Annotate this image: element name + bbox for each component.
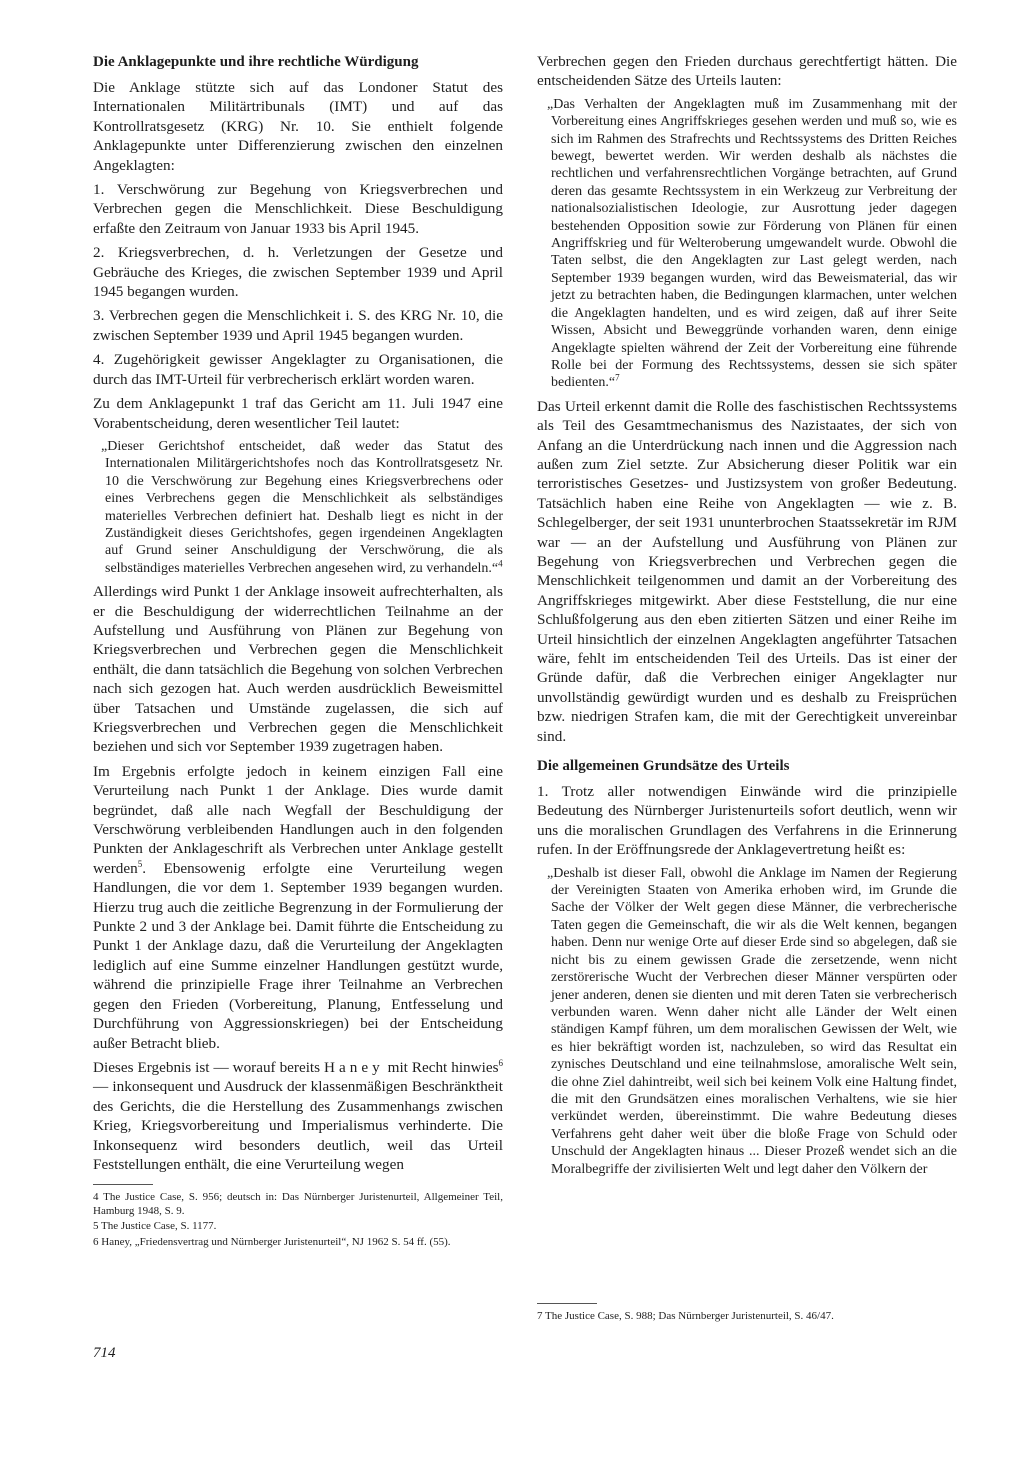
- quote-opening-speech: „Deshalb ist dieser Fall, obwohl die Anklage im Namen der Regierung der Vereinigten Staaten von Amerika erhoben wird, im Grunde die Sache der Völker der Welt gegen diese Männer, die verbrecherische Taten gegen die Gemeinschaft, die wir als die Welt kennen, begangen haben. Denn nur wenige Orte auf dieser Erde sind so abgelegen, daß sie nicht bis zu einem gewissen Grade die zersetzende, wenn nicht zerstörerische Wucht der Verbrechen dieser Männer verspürten oder jener anderen, denen sie dienten und mit deren Taten sie verbrecherisch verbunden waren. Wenn daher nicht alle Länder der Welt einen ständigen Kampf führen, um dem moralischen Gewissen der Welt, wie es hier bekräftigt worden ist, nachzuleben, so wird das Resultat ein zynisches Deutschland und eine teilnahmslose, amoralische Welt sein, die ohne Ziel dahintreibt, weil sich bei keinem Volk eine Haltung findet, die mit den Grundsätzen eines moralischen Verhaltens, wie sie hier verkündet werden, übereinstimmt. Die wahre Bedeutung dieses Verfahrens geht daher weit über die bloße Frage von Schuld oder Unschuld der Angeklagten hinaus ... Dieser Prozeß wendet sich an die Moralbegriffe der zivilisierten Welt und legt daher den Völkern der: [547, 865, 957, 1177]
- list-item-1: 1. Verschwörung zur Begehung von Kriegsverbrechen und Verbrechen gegen die Menschlichkeit. Diese Beschuldigung erfaßte den Zeitraum von Januar 1933 bis April 1945.: [93, 181, 503, 237]
- list-item-2: 2. Kriegsverbrechen, d. h. Verletzungen der Gesetze und Gebräuche des Krieges, die zwischen September 1939 und April 1945 begangen wurden.: [93, 244, 503, 301]
- text-part: mit Recht hinwies: [383, 1058, 499, 1076]
- page-number: 714: [93, 1345, 116, 1361]
- quote-judgment: [537, 96, 957, 392]
- text-part: . Ebensowenig erfolgte eine Verurteilung wegen Handlungen, die vor dem 1. September 1939 begangen wurden. Hierzu trug auch die zeitliche Begrenzung in der Formulierung der Punkte 2 und 3 der Anklage bei. Damit führte die Entscheidung zu Punkt 1 der Anklage dazu, daß die Verurteilung der Angeklagten lediglich auf eine Summe einzelner Handlungen gestützt wurde, während die prinzipielle Frage ihrer Teilnahme an Verbrechen gegen den Frieden (Vorbereitung, Planung, Entfesselung und Durchführung von Aggressionskriegen) bei der Entscheidung außer Betracht blieb.: [93, 859, 503, 1052]
- author-name: Haney: [324, 1058, 384, 1076]
- footnote-6: 6 Haney, „Friedensvertrag und Nürnberger Juristenurteil“, NJ 1962 S. 54 ff. (55).: [93, 1235, 451, 1248]
- section-heading: Die Anklagepunkte und ihre rechtliche Würdigung: [93, 54, 419, 70]
- right-footnotes: [537, 1293, 957, 1326]
- right-column: [537, 52, 957, 1183]
- list-item-4: 4. Zugehörigkeit gewisser Angeklagter zu Organisationen, die durch das IMT-Urteil für verbrecherisch erklärt worden waren.: [93, 351, 503, 388]
- quote-text: „Das Verhalten der Angeklagten muß im Zusammenhang mit der Vorbereitung eines Angriffskrieges gesehen werden und muß so, wie es sich im Rahmen des Strafrechts und Rechtssystems des Dritten Reiches bewegt, bewertet werden. Wir werden deshalb als nächstes die rechtlichen und verfahrensrechtlichen Vorgänge betrachten, auf Grund deren das gesamte Rechtssystem in ein Werkzeug zur Verbreitung der nationalsozialistischen Ideologie, zur Ausrottung jeder dagegen bestehenden Opposition sowie zur Förderung von Plänen für einen Angriffskrieg und für Welteroberung umgewandelt wurde. Obwohl die Taten selbst, die den Angeklagten zur Last gelegt werden, nach September 1939 begangen wurden, wird das Beweismaterial, das wir jetzt zu betrachten haben, die Bedingungen klarmachen, unter welchen die Angeklagten handelten, und es wird zeigen, daß auf ihrer Seite Wissen, Absicht und Beweggründe vorhanden waren, denn einige Angeklagte spielten während der Zeit der Vorbereitung eine führende Rolle bei der Formung des Rechtssystems, dessen sie sich später bedienten.“: [547, 96, 957, 391]
- footnote-ref: 7: [615, 372, 620, 383]
- footnote-divider: [93, 1184, 153, 1185]
- footnote-ref: 4: [498, 558, 503, 569]
- paragraph-role: Das Urteil erkennt damit die Rolle des faschistischen Rechtssystems als Teil des Gesamtmechanismus des Nazistaates, der sich von Anfang an die Unterdrückung nach innen und die Aggression nach außen zum Ziel setzte. Zur Absicherung dieser Politik war ein terroristisches Gesetzes- und Justizsystem von großer Bedeutung. Tatsächlich haben eine Reihe von Angeklagten — wie z. B. Schlegelberger, der seit 1931 ununterbrochen Staatssekretär im RJM war — an der Aufstellung und Ausführung von Plänen zur Begehung von Kriegsverbrechen und Verbrechen gegen die Menschlichkeit teilgenommen und damit an der Vorbereitung des Angriffskrieges mitgewirkt. Aber diese Feststellung, die nur eine Schlußfolgerung aus den eben zitierten Sätzen und einer Reihe im Urteil hinsichtlich der einzelnen Angeklagten angeführter Tatsachen wäre, fehlt im entscheidenden Teil des Urteils. Das ist einer der Gründe dafür, daß die Verbrechen einiger Angeklagter nur unvollständig gewürdigt wurden und es deshalb zu Freisprüchen bzw. niedrigen Strafen kam, die mit der Gerechtigkeit unvereinbar sind.: [537, 397, 957, 745]
- quote-decision: [93, 438, 503, 577]
- paragraph-intro: Die Anklage stützte sich auf das Londoner Statut des Internationalen Militärtribunals (IMT) und auf das Kontrollratsgesetz (KRG) Nr. 10. Sie enthielt folgende Anklagepunkte unter Differenzierung zwischen den einzelnen Angeklagten:: [93, 79, 503, 174]
- footnote-ref: 5: [137, 858, 143, 869]
- text-part: — inkonsequent und Ausdruck der klassenmäßigen Beschränktheit des Gerichts, die die Herstellung des Zusammenhangs zwischen Krieg, Kriegsvorbereitung und Imperialismus verhinderte. Die Inkonsequenz wird besonders deutlich, weil das Urteil Feststellungen enthält, die eine Verurteilung wegen: [93, 1078, 503, 1173]
- paragraph-principles: 1. Trotz aller notwendigen Einwände wird die prinzipielle Bedeutung des Nürnberger Juristenurteils sofort deutlich, wenn wir uns die moralischen Grundlagen des Verfahrens in die Erinnerung rufen. In der Eröffnungsrede der Anklagevertretung heißt es:: [537, 783, 957, 859]
- paragraph-decision: Zu dem Anklagepunkt 1 traf das Gericht am 11. Juli 1947 eine Vorabentscheidung, deren wesentlicher Teil lautet:: [93, 395, 503, 432]
- text-part: Im Ergebnis erfolgte jedoch in keinem einzigen Fall eine Verurteilung nach Punkt 1 der Anklage. Dies wurde damit begründet, daß alle nach Wegfall der Beschuldigung der Verschwörung verbleibenden Handlungen auch in den folgenden Punkten der Anklageschrift als Verbrechen unter Anklage gestellt werden: [93, 762, 503, 877]
- list-item-3: 3. Verbrechen gegen die Menschlichkeit i. S. des KRG Nr. 10, die zwischen September 1939 und April 1945 begangen wurden.: [93, 307, 503, 344]
- left-column: [93, 52, 503, 1251]
- footnote-ref: 6: [498, 1057, 503, 1068]
- footnote-divider: [537, 1303, 597, 1304]
- section-heading-principles: Die allgemeinen Grundsätze des Urteils: [537, 758, 790, 775]
- paragraph-charge-maintained: Allerdings wird Punkt 1 der Anklage insoweit aufrechterhalten, als er die Beschuldigung der widerrechtlichen Teilnahme an der Aufstellung und Ausführung von Plänen zur Begehung von Kriegsverbrechen und Verbrechen gegen die Menschlichkeit enthält, die dann tatsächlich die Begehung von solchen Verbrechen nach sich gezogen hat. Auch werden ausdrücklich Beweismittel über Tatsachen und Umstände zugelassen, die sich auf Kriegsverbrechen und Verbrechen gegen die Menschlichkeit beziehen und sich vor September 1939 zugetragen haben.: [93, 583, 503, 756]
- quote-text: „Dieser Gerichtshof entscheidet, daß weder das Statut des Internationalen Militärgerichtshofes noch das Kontrollratsgesetz Nr. 10 die Verschwörung zur Begehung eines Kriegsverbrechens oder eines Verbrechens gegen die Menschlichkeit als selbständiges materielles Verbrechen definiert hat. Deshalb liegt es nicht in der Zuständigkeit dieses Gerichtshofes, gegen irgendeinen Angeklagten auf Grund seiner Anschuldigung der Verschwörung, die als selbständiges materielles Verbrechen angesehen wird, zu verhandeln.“: [101, 438, 503, 576]
- paragraph-result: [93, 762, 503, 1053]
- footnote-7: 7 The Justice Case, S. 988; Das Nürnberger Juristenurteil, S. 46/47.: [537, 1310, 834, 1322]
- footnote-5: 5 The Justice Case, S. 1177.: [93, 1220, 217, 1233]
- paragraph-continuation: Verbrechen gegen den Frieden durchaus gerechtfertigt hätten. Die entscheidenden Sätze des Urteils lauten:: [537, 53, 957, 90]
- footnote-4: 4 The Justice Case, S. 956; deutsch in: Das Nürnberger Juristenurteil, Allgemeiner Teil, Hamburg 1948, S. 9.: [93, 1191, 503, 1217]
- text-part: Dieses Ergebnis ist — worauf bereits: [93, 1058, 325, 1076]
- paragraph-inconsistency: [93, 1058, 503, 1174]
